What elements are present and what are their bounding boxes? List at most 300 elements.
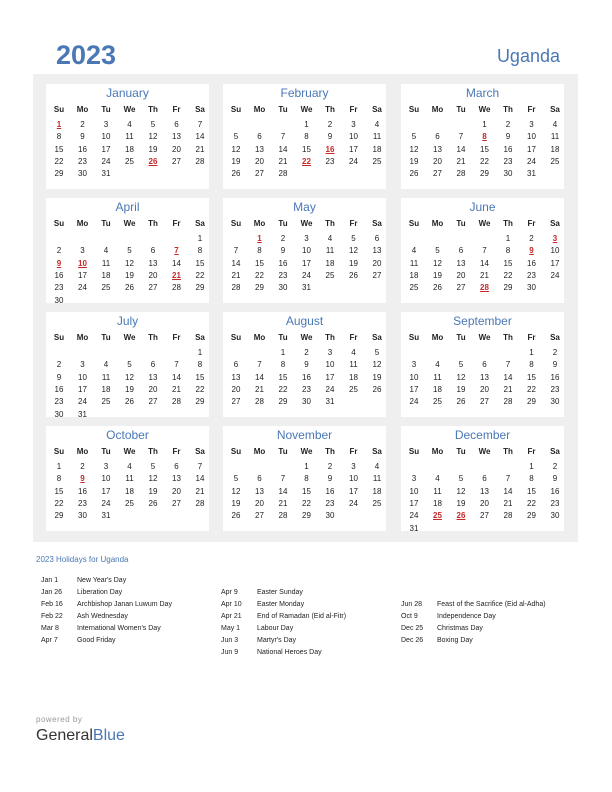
day-cell: 12 xyxy=(125,372,134,382)
day-cell: 19 xyxy=(125,270,134,280)
weekday-label: We xyxy=(300,333,313,342)
day-cell: 30 xyxy=(54,295,64,305)
day-cell: 22 xyxy=(54,498,64,508)
holiday-date: Jun 9 xyxy=(221,649,239,656)
week-row xyxy=(223,258,386,270)
day-cell: 15 xyxy=(302,486,311,496)
month-march xyxy=(401,84,564,189)
holiday-name: New Year's Day xyxy=(77,577,127,584)
weekday-header xyxy=(223,218,386,230)
day-cell: 7 xyxy=(233,246,239,256)
day-cell: 11 xyxy=(550,132,560,142)
day-cell: 27 xyxy=(456,283,466,293)
weekday-label: Sa xyxy=(195,333,205,342)
holiday-date: Dec 25 xyxy=(401,625,424,632)
week-row xyxy=(401,131,564,143)
day-cell: 21 xyxy=(480,270,489,280)
day-cell: 19 xyxy=(372,372,382,382)
week-row xyxy=(46,258,209,270)
weekday-label: Sa xyxy=(372,219,382,228)
day-cell: 3 xyxy=(80,246,85,256)
day-cell: 17 xyxy=(101,486,111,496)
holiday-day: 9 xyxy=(56,258,62,268)
day-cell: 24 xyxy=(78,283,87,293)
holiday-name: Good Friday xyxy=(77,637,116,644)
week-row xyxy=(223,144,386,156)
day-cell: 13 xyxy=(480,486,489,496)
day-cell: 20 xyxy=(148,270,158,280)
day-cell: 12 xyxy=(433,258,442,268)
day-cell: 29 xyxy=(195,397,205,407)
week-row xyxy=(401,510,564,522)
day-cell: 11 xyxy=(372,474,382,484)
day-cell: 13 xyxy=(372,246,382,256)
day-cell: 24 xyxy=(349,498,358,508)
day-cell: 6 xyxy=(150,246,156,256)
day-cell: 2 xyxy=(327,462,333,471)
weekday-label: Tu xyxy=(101,447,111,456)
holiday-day: 10 xyxy=(78,258,87,268)
holiday-date: Jun 28 xyxy=(401,601,423,608)
weekday-label: Su xyxy=(53,447,65,456)
day-cell: 30 xyxy=(527,283,536,293)
weekday-label: Tu xyxy=(278,333,288,342)
week-row xyxy=(46,347,209,359)
day-cell: 20 xyxy=(433,156,442,166)
weekday-label: Mo xyxy=(431,219,444,228)
day-cell: 15 xyxy=(278,372,288,382)
day-cell: 4 xyxy=(374,462,380,471)
day-cell: 3 xyxy=(351,462,356,471)
day-cell: 16 xyxy=(325,486,335,496)
weekday-label: Mo xyxy=(431,105,444,114)
day-cell: 4 xyxy=(374,120,380,129)
day-cell: 3 xyxy=(103,462,109,471)
month-name: August xyxy=(285,314,324,328)
day-cell: 6 xyxy=(435,132,440,142)
day-cell: 29 xyxy=(54,169,64,179)
week-row xyxy=(223,396,386,408)
weekday-label: Sa xyxy=(195,219,205,228)
day-cell: 29 xyxy=(527,511,536,521)
holiday-day: 8 xyxy=(482,132,487,142)
month-february xyxy=(223,84,386,189)
day-cell: 3 xyxy=(351,120,356,129)
day-cell: 8 xyxy=(304,132,309,142)
week-row xyxy=(46,409,209,421)
calendar-grid xyxy=(33,74,578,542)
day-cell: 15 xyxy=(195,258,205,268)
day-cell: 5 xyxy=(150,120,156,129)
month-name: December xyxy=(454,428,511,442)
weekday-label: Mo xyxy=(253,447,266,456)
day-cell: 30 xyxy=(550,511,560,521)
day-cell: 14 xyxy=(172,372,181,382)
day-cell: 24 xyxy=(101,156,111,166)
month-name: April xyxy=(115,200,140,214)
day-cell: 9 xyxy=(56,372,62,382)
month-may xyxy=(223,198,386,303)
day-cell: 10 xyxy=(101,132,111,142)
day-cell: 15 xyxy=(54,144,64,154)
day-cell: 25 xyxy=(101,397,111,407)
day-cell: 7 xyxy=(280,474,286,484)
weekday-label: Th xyxy=(148,105,158,114)
day-cell: 4 xyxy=(127,120,132,129)
week-row xyxy=(401,347,564,359)
day-cell: 25 xyxy=(550,156,560,166)
week-row xyxy=(46,384,209,396)
weekday-label: Su xyxy=(230,105,242,114)
day-cell: 29 xyxy=(503,283,513,293)
day-cell: 3 xyxy=(411,474,417,484)
day-cell: 25 xyxy=(125,156,134,166)
day-cell: 9 xyxy=(552,360,558,370)
day-cell: 19 xyxy=(433,270,442,280)
week-row xyxy=(46,359,209,371)
day-cell: 13 xyxy=(255,144,264,154)
day-cell: 16 xyxy=(278,258,288,268)
day-cell: 22 xyxy=(195,384,205,394)
day-cell: 28 xyxy=(456,169,466,179)
day-cell: 23 xyxy=(503,156,513,166)
day-cell: 1 xyxy=(529,462,534,471)
day-cell: 3 xyxy=(103,120,109,129)
week-row xyxy=(46,396,209,408)
holiday-name: Archbishop Janan Luwum Day xyxy=(77,601,172,608)
weekday-label: Th xyxy=(325,333,335,342)
day-cell: 2 xyxy=(529,234,534,243)
weekday-label: Sa xyxy=(550,447,560,456)
day-cell: 23 xyxy=(527,270,536,280)
day-cell: 2 xyxy=(552,462,558,471)
day-cell: 28 xyxy=(172,283,181,293)
day-cell: 20 xyxy=(372,258,382,268)
day-cell: 28 xyxy=(503,397,513,407)
weekday-label: We xyxy=(300,105,313,114)
day-cell: 8 xyxy=(56,474,62,484)
holiday-date: Mar 8 xyxy=(41,625,59,632)
weekday-label: Sa xyxy=(372,447,382,456)
week-row xyxy=(401,473,564,485)
day-cell: 30 xyxy=(302,397,311,407)
brand-general: General xyxy=(36,727,93,744)
holidays-title: 2023 Holidays for Uganda xyxy=(36,555,129,564)
week-row xyxy=(223,473,386,485)
month-name: January xyxy=(106,86,149,100)
day-cell: 8 xyxy=(529,360,534,370)
week-row xyxy=(46,156,209,168)
week-row xyxy=(223,510,386,522)
weekday-label: Su xyxy=(230,333,242,342)
day-cell: 3 xyxy=(411,360,417,370)
week-row xyxy=(401,372,564,384)
holiday-name: Liberation Day xyxy=(77,589,123,596)
holiday-day: 1 xyxy=(56,120,62,129)
day-cell: 29 xyxy=(195,283,205,293)
day-cell: 18 xyxy=(433,384,442,394)
day-cell: 27 xyxy=(148,397,158,407)
day-cell: 10 xyxy=(78,372,87,382)
holiday-date: Dec 26 xyxy=(401,637,424,644)
day-cell: 5 xyxy=(458,474,464,484)
weekday-label: Tu xyxy=(456,447,466,456)
day-cell: 5 xyxy=(374,348,380,357)
weekday-label: We xyxy=(123,447,136,456)
day-cell: 31 xyxy=(78,409,87,419)
day-cell: 18 xyxy=(125,144,134,154)
day-cell: 6 xyxy=(482,360,487,370)
day-cell: 5 xyxy=(435,246,440,256)
day-cell: 17 xyxy=(302,258,311,268)
holiday-date: Apr 21 xyxy=(221,613,242,620)
week-row xyxy=(223,461,386,473)
day-cell: 14 xyxy=(172,258,181,268)
holiday-name: Feast of the Sacrifice (Eid al-Adha) xyxy=(437,601,546,608)
day-cell: 19 xyxy=(148,144,158,154)
month-name: February xyxy=(280,86,329,100)
day-cell: 17 xyxy=(349,486,358,496)
day-cell: 1 xyxy=(482,120,487,129)
day-cell: 7 xyxy=(505,474,511,484)
day-cell: 17 xyxy=(101,144,111,154)
day-cell: 8 xyxy=(304,474,309,484)
day-cell: 21 xyxy=(503,384,513,394)
weekday-header xyxy=(223,104,386,116)
day-cell: 17 xyxy=(409,384,419,394)
day-cell: 9 xyxy=(280,246,286,256)
day-cell: 28 xyxy=(278,169,288,179)
weekday-label: Th xyxy=(325,105,335,114)
month-december xyxy=(401,426,564,531)
day-cell: 18 xyxy=(409,270,419,280)
day-cell: 22 xyxy=(278,384,288,394)
day-cell: 23 xyxy=(325,498,335,508)
day-cell: 2 xyxy=(304,348,309,357)
day-cell: 25 xyxy=(325,270,335,280)
day-cell: 22 xyxy=(302,498,311,508)
week-row xyxy=(401,119,564,131)
day-cell: 21 xyxy=(255,384,264,394)
day-cell: 4 xyxy=(435,474,440,484)
month-name: November xyxy=(276,428,333,442)
week-row xyxy=(46,295,209,307)
day-cell: 5 xyxy=(150,462,156,471)
day-cell: 4 xyxy=(552,120,558,129)
weekday-label: Mo xyxy=(253,219,266,228)
weekday-label: Mo xyxy=(431,447,444,456)
day-cell: 18 xyxy=(101,270,111,280)
weekday-label: Su xyxy=(230,219,242,228)
weekday-label: Mo xyxy=(76,105,89,114)
week-row xyxy=(401,523,564,535)
day-cell: 16 xyxy=(54,384,64,394)
day-cell: 2 xyxy=(552,348,558,357)
weekday-header xyxy=(223,446,386,458)
day-cell: 5 xyxy=(458,360,464,370)
day-cell: 3 xyxy=(304,234,309,243)
week-row xyxy=(401,258,564,270)
day-cell: 26 xyxy=(231,511,241,521)
weekday-header xyxy=(401,332,564,344)
day-cell: 13 xyxy=(480,372,489,382)
day-cell: 26 xyxy=(409,169,419,179)
day-cell: 12 xyxy=(148,132,158,142)
day-cell: 15 xyxy=(527,372,536,382)
day-cell: 24 xyxy=(550,270,560,280)
day-cell: 11 xyxy=(349,360,358,370)
month-july xyxy=(46,312,209,417)
week-row xyxy=(46,510,209,522)
day-cell: 12 xyxy=(231,144,241,154)
day-cell: 6 xyxy=(257,474,262,484)
weekday-label: Th xyxy=(148,219,158,228)
weekday-header xyxy=(223,332,386,344)
day-cell: 31 xyxy=(101,511,111,521)
week-row xyxy=(46,498,209,510)
week-row xyxy=(223,347,386,359)
week-row xyxy=(223,131,386,143)
week-row xyxy=(401,486,564,498)
weekday-label: Tu xyxy=(101,219,111,228)
day-cell: 15 xyxy=(527,486,536,496)
week-row xyxy=(46,486,209,498)
day-cell: 22 xyxy=(527,384,536,394)
day-cell: 4 xyxy=(435,360,440,370)
weekday-label: Su xyxy=(230,447,242,456)
day-cell: 9 xyxy=(327,132,333,142)
weekday-label: Fr xyxy=(527,105,536,114)
week-row xyxy=(223,156,386,168)
weekday-label: Tu xyxy=(456,105,466,114)
day-cell: 28 xyxy=(278,511,288,521)
holiday-name: Boxing Day xyxy=(437,637,473,644)
day-cell: 19 xyxy=(231,156,241,166)
day-cell: 22 xyxy=(480,156,489,166)
day-cell: 22 xyxy=(527,498,536,508)
holiday-day: 3 xyxy=(552,234,558,243)
day-cell: 27 xyxy=(172,498,181,508)
day-cell: 1 xyxy=(197,234,203,243)
holiday-day: 7 xyxy=(174,246,179,256)
weekday-label: Sa xyxy=(550,333,560,342)
day-cell: 13 xyxy=(172,132,181,142)
powered-by-text: powered by xyxy=(36,715,83,724)
day-cell: 24 xyxy=(527,156,536,166)
day-cell: 11 xyxy=(433,486,442,496)
weekday-label: Tu xyxy=(456,333,466,342)
week-row xyxy=(223,372,386,384)
week-row xyxy=(46,270,209,282)
day-cell: 23 xyxy=(78,156,87,166)
day-cell: 5 xyxy=(411,132,417,142)
day-cell: 7 xyxy=(257,360,262,370)
day-cell: 6 xyxy=(174,120,179,129)
weekday-label: We xyxy=(478,447,491,456)
day-cell: 30 xyxy=(278,283,288,293)
weekday-label: Fr xyxy=(527,219,536,228)
week-row xyxy=(223,486,386,498)
day-cell: 26 xyxy=(372,384,382,394)
day-cell: 11 xyxy=(372,132,382,142)
day-cell: 15 xyxy=(480,144,489,154)
weekday-label: Mo xyxy=(76,447,89,456)
weekday-label: Fr xyxy=(172,105,181,114)
week-row xyxy=(46,144,209,156)
week-row xyxy=(223,168,386,180)
day-cell: 28 xyxy=(255,397,264,407)
day-cell: 30 xyxy=(503,169,513,179)
week-row xyxy=(401,168,564,180)
week-row xyxy=(223,233,386,245)
day-cell: 30 xyxy=(325,511,335,521)
day-cell: 27 xyxy=(231,397,241,407)
weekday-label: We xyxy=(300,219,313,228)
day-cell: 14 xyxy=(480,258,489,268)
day-cell: 11 xyxy=(433,372,442,382)
holiday-name: Martyr's Day xyxy=(257,637,297,644)
day-cell: 1 xyxy=(56,462,62,471)
month-january xyxy=(46,84,209,189)
day-cell: 7 xyxy=(197,462,203,471)
weekday-label: Th xyxy=(148,333,158,342)
day-cell: 21 xyxy=(195,144,205,154)
day-cell: 13 xyxy=(172,474,181,484)
day-cell: 13 xyxy=(456,258,466,268)
day-cell: 7 xyxy=(458,132,464,142)
day-cell: 24 xyxy=(101,498,111,508)
day-cell: 11 xyxy=(101,372,111,382)
holiday-day: 21 xyxy=(172,270,181,280)
weekday-label: Th xyxy=(503,219,513,228)
weekday-header xyxy=(46,104,209,116)
holiday-date: Jan 1 xyxy=(41,577,59,584)
week-row xyxy=(223,270,386,282)
day-cell: 18 xyxy=(372,486,382,496)
day-cell: 23 xyxy=(325,156,335,166)
weekday-label: Tu xyxy=(101,105,111,114)
day-cell: 23 xyxy=(278,270,288,280)
day-cell: 24 xyxy=(409,511,419,521)
weekday-header xyxy=(401,218,564,230)
day-cell: 2 xyxy=(280,234,286,243)
weekday-label: Th xyxy=(325,447,335,456)
month-name: June xyxy=(469,200,496,214)
day-cell: 7 xyxy=(482,246,487,256)
holiday-day: 28 xyxy=(480,283,489,293)
holiday-name: Easter Monday xyxy=(257,601,305,608)
day-cell: 10 xyxy=(527,132,536,142)
day-cell: 22 xyxy=(195,270,205,280)
day-cell: 27 xyxy=(255,511,264,521)
day-cell: 29 xyxy=(278,397,288,407)
day-cell: 26 xyxy=(231,169,241,179)
day-cell: 1 xyxy=(529,348,534,357)
day-cell: 3 xyxy=(529,120,534,129)
day-cell: 24 xyxy=(302,270,311,280)
day-cell: 24 xyxy=(349,156,358,166)
month-april xyxy=(46,198,209,303)
day-cell: 21 xyxy=(503,498,513,508)
holiday-date: Apr 9 xyxy=(221,589,238,596)
month-september xyxy=(401,312,564,417)
day-cell: 7 xyxy=(174,360,179,370)
day-cell: 26 xyxy=(125,397,134,407)
day-cell: 14 xyxy=(503,372,513,382)
day-cell: 6 xyxy=(233,360,239,370)
holiday-day: 26 xyxy=(148,156,158,166)
day-cell: 16 xyxy=(527,258,536,268)
